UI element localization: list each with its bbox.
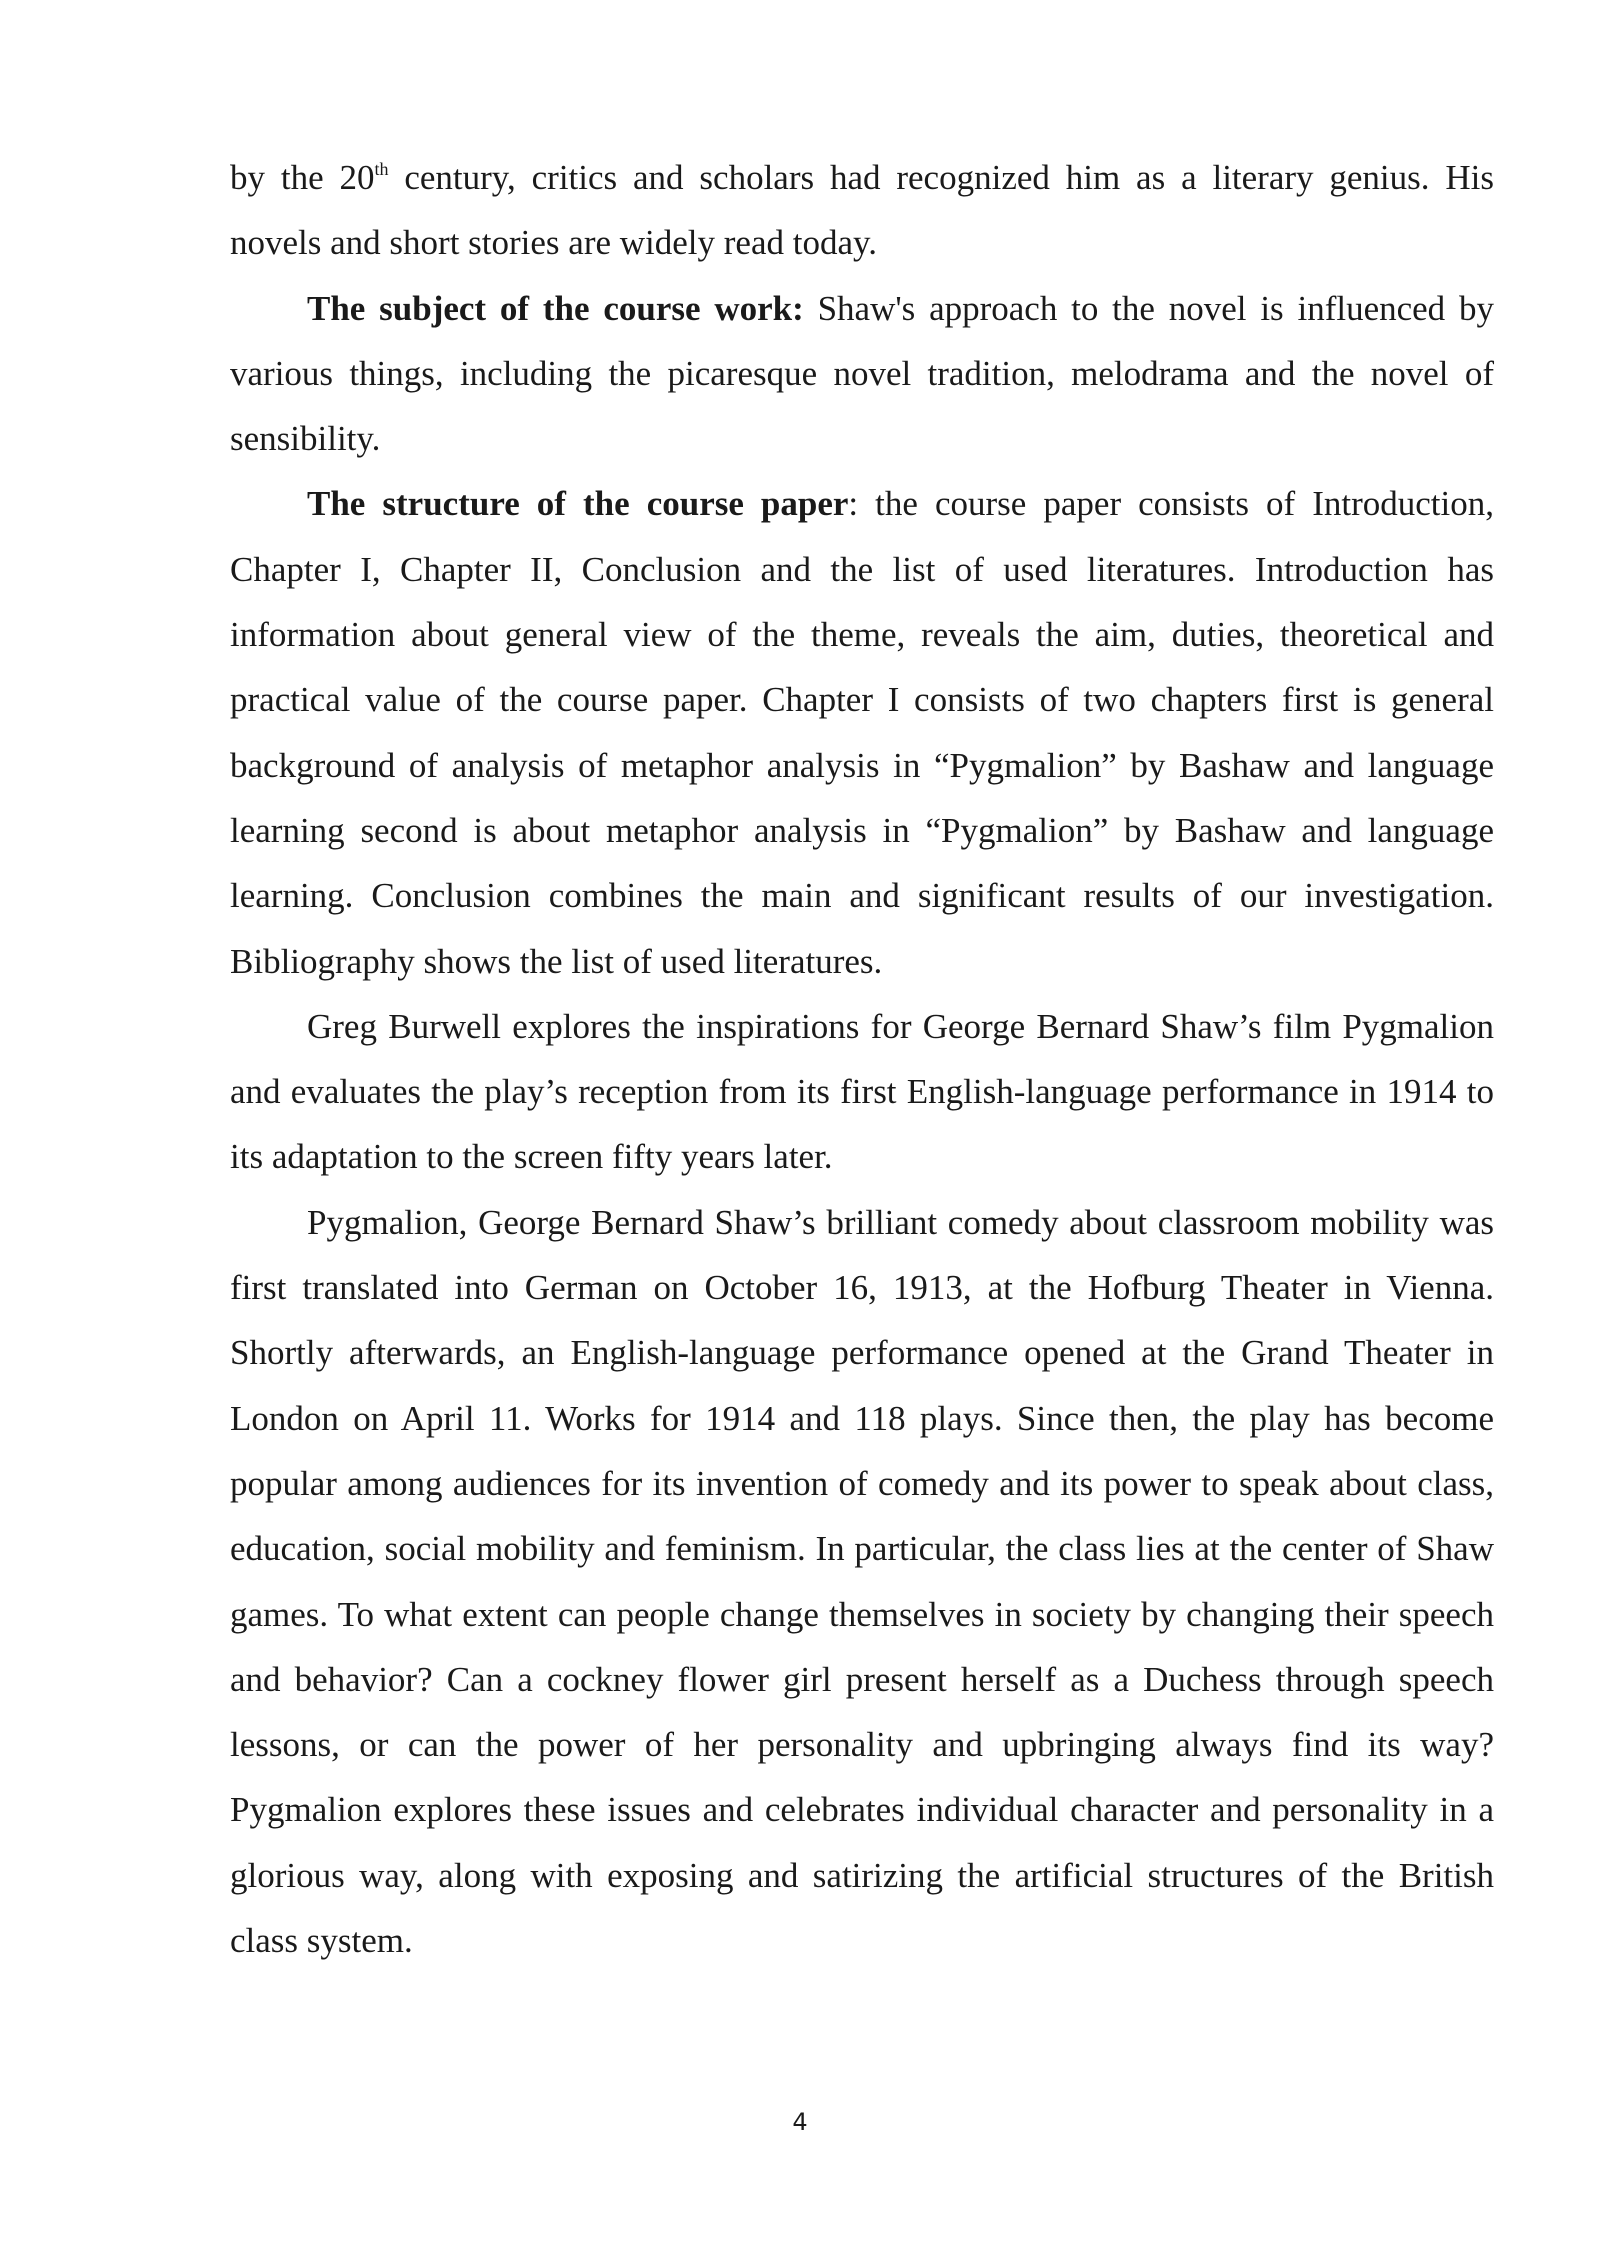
paragraph-text: century, critics and scholars had recognized him as a literary genius. His novels and short stories are widely read today. (230, 158, 1494, 263)
paragraph-continuation (230, 145, 1494, 276)
paragraph-text: : the course paper consists of Introduction, Chapter I, Chapter II, Conclusion and the list of used literatures. Introduction has information about general view of the theme, reveals the aim, duties, theoretical and practical value of the course paper. Chapter I consists of two chapters first is general background of analysis of metaphor analysis in “Pygmalion” by Bashaw and language learning second is about metaphor analysis in “Pygmalion” by Bashaw and language learning. Conclusion combines the main and significant results of our investigation. Bibliography shows the list of used literatures. (230, 484, 1494, 981)
paragraph-text-lead: by the 20 (230, 158, 375, 197)
paragraph-text: Greg Burwell explores the inspirations for George Bernard Shaw’s film Pygmalion and evaluates the play’s reception from its first English-language performance in 1914 to its adaptation to the screen fifty years later. (230, 1006, 1494, 1177)
paragraph-pygmalion (230, 1190, 1494, 1974)
page-number: 4 (792, 2108, 808, 2136)
paragraph-structure (230, 471, 1494, 993)
paragraph-heading: The subject of the course work: (307, 288, 804, 328)
paragraph-heading: The structure of the course paper (307, 484, 849, 524)
paragraph-text: Shaw's approach to the novel is influenced by various things, including the picaresque novel tradition, melodrama and the novel of sensibility. (230, 288, 1494, 459)
paragraph-text: Pygmalion, George Bernard Shaw’s brilliant comedy about classroom mobility was first translated into German on October 16, 1913, at the Hofburg Theater in Vienna. Shortly afterwards, an English-language performance opened at the Grand Theater in London on April 11. Works for 1914 and 118 plays. Since then, the play has become popular among audiences for its invention of comedy and its power to speak about class, education, social mobility and feminism. In particular, the class lies at the center of Shaw games. To what extent can people change themselves in society by changing their speech and behavior? Can a cockney flower girl present herself as a Duchess through speech lessons, or can the power of her personality and upbringing always find its way? Pygmalion explores these issues and celebrates individual character and personality in a glorious way, along with exposing and satirizing the artificial structures of the British class system. (230, 1202, 1494, 1961)
paragraph-burwell (230, 994, 1494, 1190)
text-body (230, 145, 1494, 1973)
ordinal-superscript: th (374, 159, 389, 179)
paragraph-subject (230, 276, 1494, 472)
